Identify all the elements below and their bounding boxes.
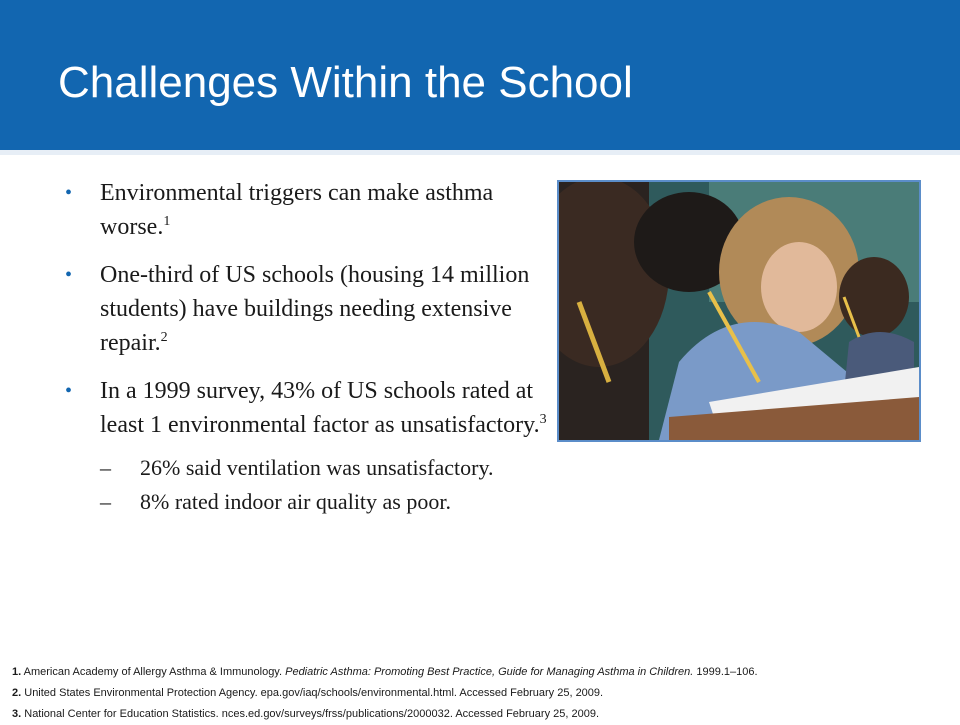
- reference-marker: 3: [539, 412, 547, 427]
- reference-item: [12, 704, 952, 725]
- reference-marker: 1: [163, 214, 171, 229]
- header-divider: [0, 150, 960, 155]
- reference-text: United States Environmental Protection Agency. epa.gov/iaq/schools/environmental.html. Accessed February 25, 2009.: [24, 687, 604, 699]
- reference-tail: 1999.1–106.: [693, 666, 758, 678]
- reference-number: 2.: [12, 687, 22, 699]
- dash-icon: –: [100, 455, 111, 480]
- bullet-text: Environmental triggers can make asthma worse.: [100, 180, 494, 240]
- reference-number: 3.: [12, 708, 22, 720]
- bullet-item: [60, 258, 550, 360]
- bullet-icon: •: [65, 380, 73, 402]
- bullet-list: [60, 176, 550, 524]
- references: [12, 662, 952, 725]
- bullet-icon: •: [65, 264, 73, 286]
- sub-bullet-text: 8% rated indoor air quality as poor.: [140, 489, 451, 514]
- sub-bullet-item: [60, 452, 550, 484]
- reference-number: 1.: [12, 666, 22, 678]
- reference-text: American Academy of Allergy Asthma & Immunology.: [23, 666, 286, 678]
- bullet-text: One-third of US schools (housing 14 million students) have buildings needing extensive repair.: [100, 262, 530, 356]
- reference-title: Pediatric Asthma: Promoting Best Practice, Guide for Managing Asthma in Children.: [285, 666, 694, 678]
- bullet-icon: •: [65, 182, 73, 204]
- title-banner: [0, 0, 960, 150]
- sub-bullet-text: 26% said ventilation was unsatisfactory.: [140, 455, 494, 480]
- slide-title: Challenges Within the School: [58, 58, 633, 107]
- reference-item: [12, 683, 952, 704]
- classroom-students-photo: [557, 180, 921, 442]
- bullet-text: In a 1999 survey, 43% of US schools rated at least 1 environmental factor as unsatisfactory.: [100, 378, 540, 438]
- sub-bullet-item: [60, 486, 550, 518]
- dash-icon: –: [100, 489, 111, 514]
- reference-text: National Center for Education Statistics. nces.ed.gov/surveys/frss/publications/2000032. Accessed February 25, 2009.: [24, 708, 600, 720]
- reference-marker: 2: [160, 330, 168, 345]
- bullet-item: [60, 374, 550, 442]
- classroom-illustration: [559, 182, 919, 440]
- bullet-item: [60, 176, 550, 244]
- reference-item: [12, 662, 952, 683]
